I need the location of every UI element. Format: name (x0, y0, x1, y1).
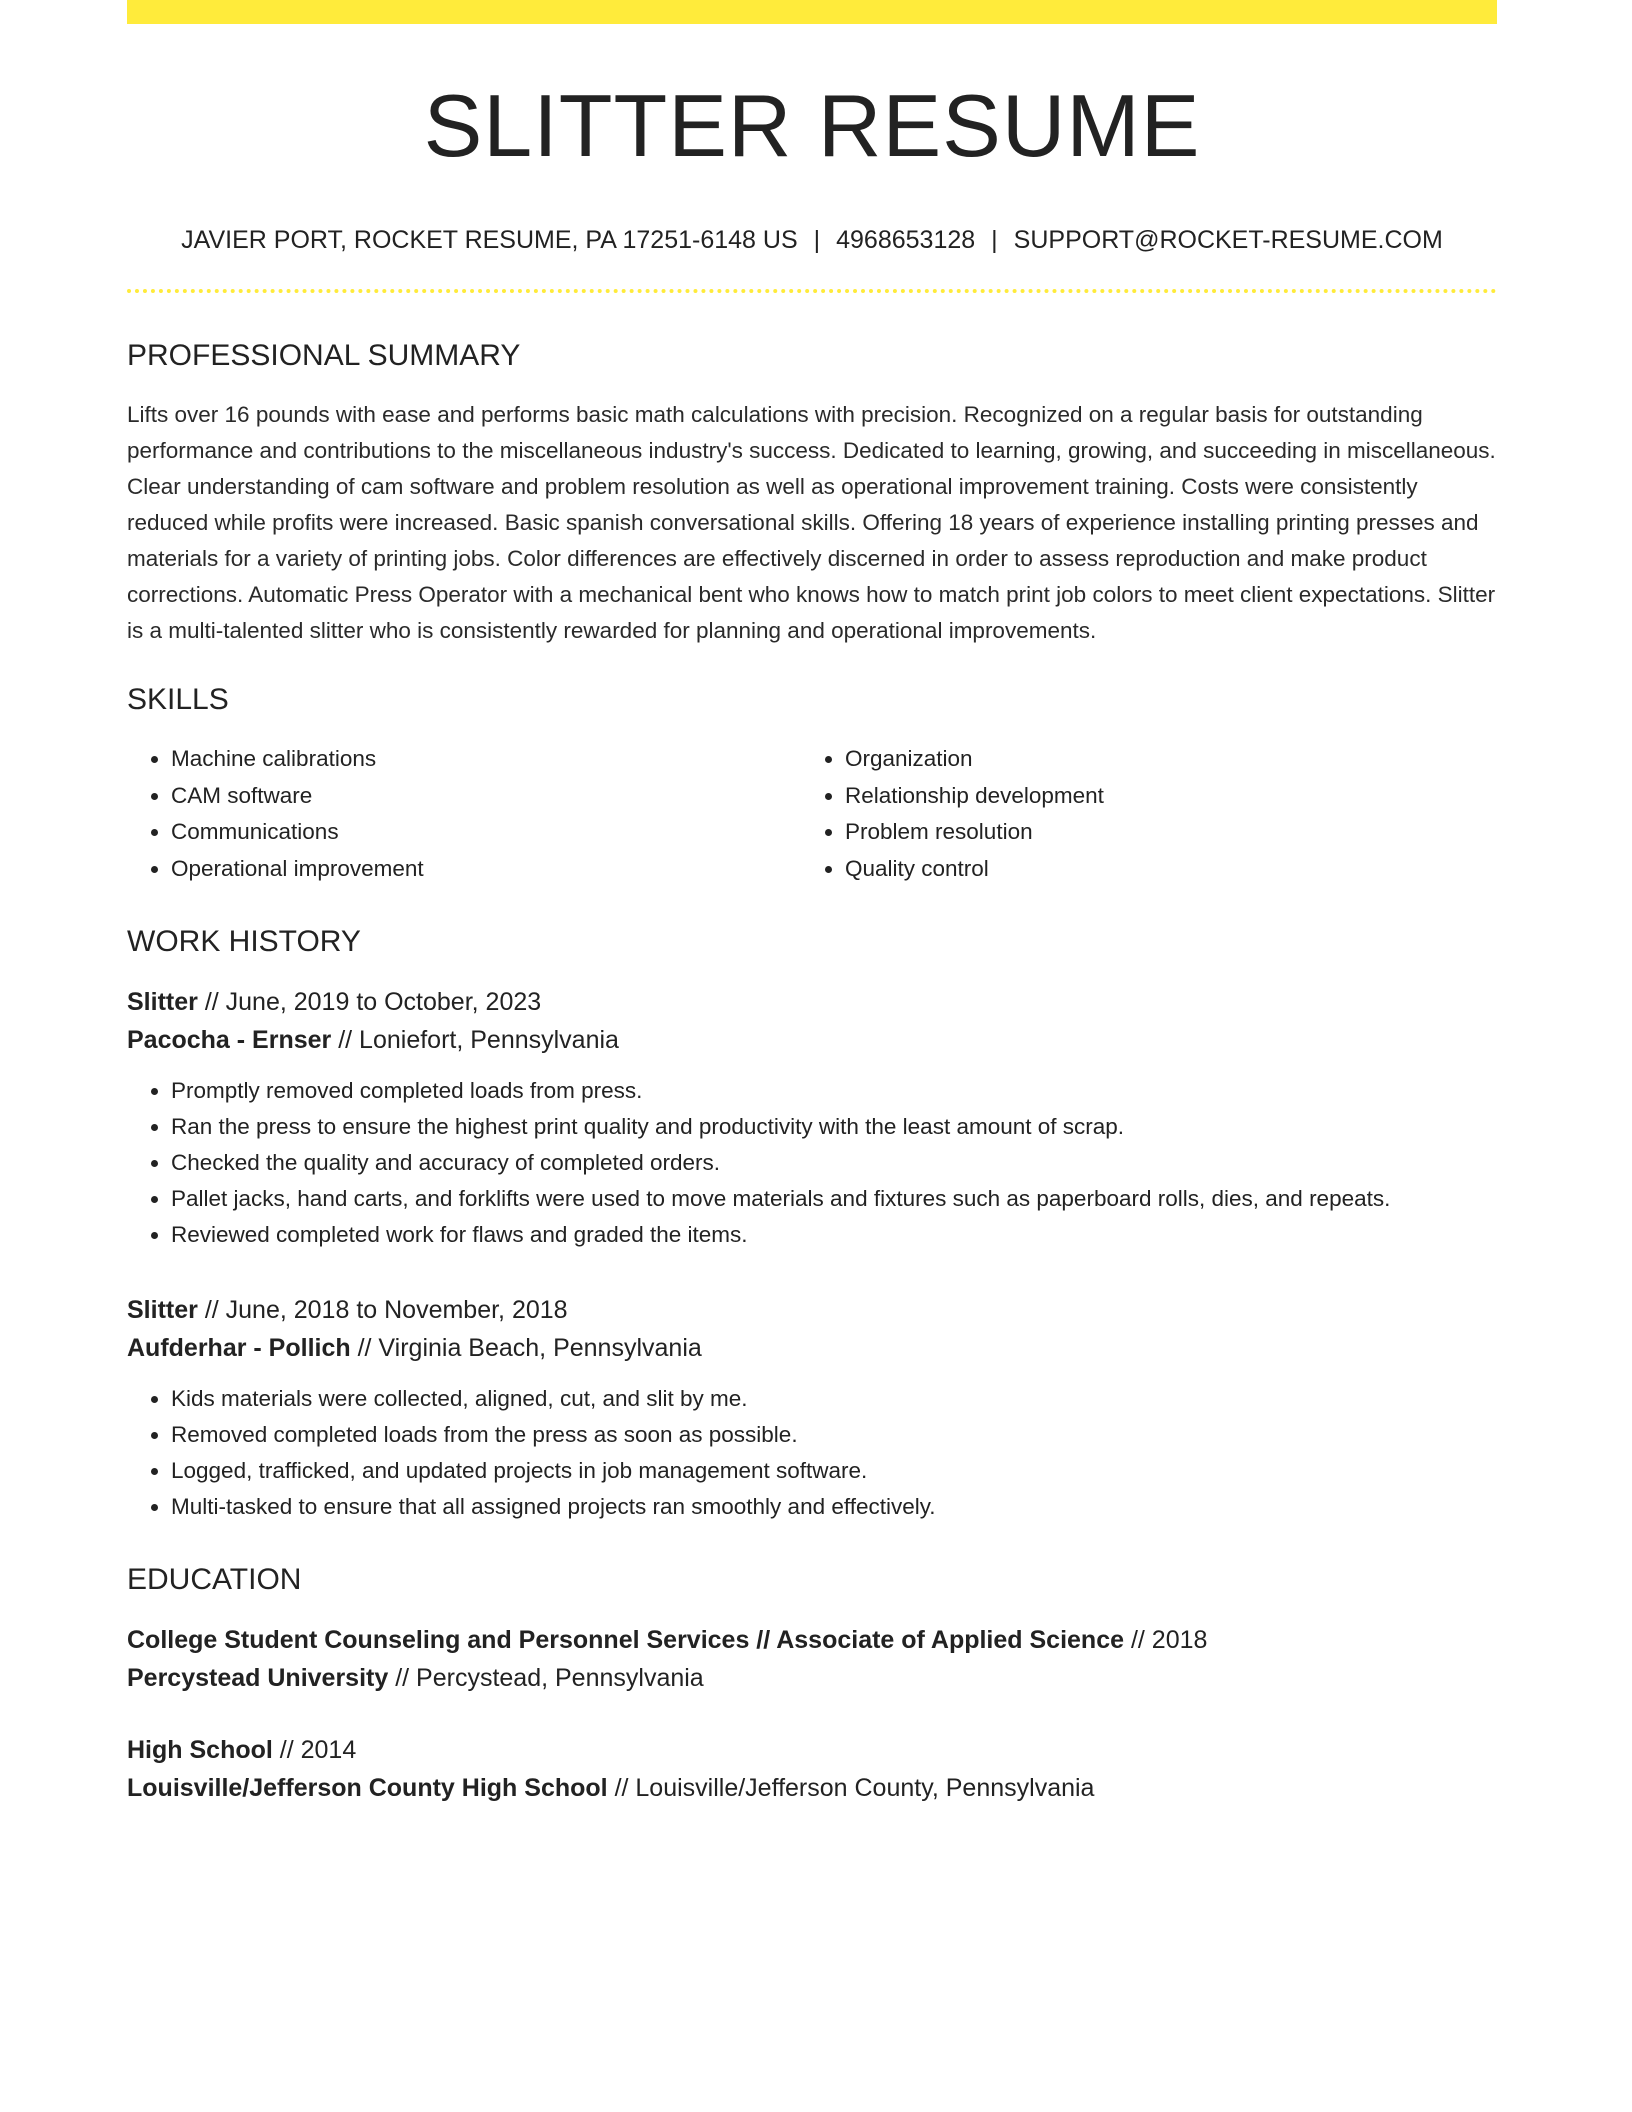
resume-page (127, 0, 1497, 1807)
education-location: // Louisville/Jefferson County, Pennsylvania (614, 1774, 1095, 1802)
job-company: Aufderhar - Pollich (127, 1334, 351, 1362)
skill-item: • Quality control (845, 851, 1497, 888)
job-location: // Virginia Beach, Pennsylvania (357, 1334, 702, 1362)
contact-separator: | (991, 226, 998, 254)
skills-heading: SKILLS (127, 683, 229, 716)
skill-item: • Operational improvement (171, 851, 801, 888)
education-school: Percystead University (127, 1664, 389, 1692)
education-year: // 2014 (279, 1736, 357, 1764)
contact-phone: 4968653128 (836, 226, 976, 254)
job-dates: // June, 2018 to November, 2018 (204, 1296, 568, 1324)
skill-item: • CAM software (171, 778, 801, 815)
education-location: // Percystead, Pennsylvania (395, 1664, 704, 1692)
job-duties (127, 1073, 1497, 1253)
job-role: Slitter (127, 988, 198, 1016)
duty-item: • Kids materials were collected, aligned, cut, and slit by me. (171, 1381, 1497, 1417)
job-duties (127, 1381, 1497, 1525)
job-location: // Loniefort, Pennsylvania (338, 1026, 619, 1054)
job-company: Pacocha - Ernser (127, 1026, 332, 1054)
duty-item: • Removed completed loads from the press as soon as possible. (171, 1417, 1497, 1453)
skill-item: • Communications (171, 814, 801, 851)
contact-email: SUPPORT@ROCKET-RESUME.COM (1013, 226, 1443, 254)
duty-item: • Reviewed completed work for flaws and graded the items. (171, 1217, 1497, 1253)
education-entry (127, 1731, 1497, 1807)
skill-item: • Organization (845, 741, 1497, 778)
skills-list (127, 741, 1497, 887)
education-year: // 2018 (1130, 1626, 1208, 1654)
resume-title: SLITTER RESUME (423, 76, 1201, 175)
duty-item: • Checked the quality and accuracy of completed orders. (171, 1145, 1497, 1181)
skill-item: • Problem resolution (845, 814, 1497, 851)
job-company-line (127, 1329, 1497, 1367)
education-heading: EDUCATION (127, 1563, 302, 1596)
education-entry (127, 1621, 1497, 1697)
work-history-heading: WORK HISTORY (127, 925, 361, 958)
education-school-line (127, 1659, 1497, 1697)
duty-item: • Pallet jacks, hand carts, and forklifts were used to move materials and fixtures such as paperboard rolls, dies, and repeats. (171, 1181, 1497, 1217)
skills-column-left (127, 741, 801, 887)
job-title-line (127, 983, 1497, 1021)
skill-item: • Relationship development (845, 778, 1497, 815)
dotted-divider (127, 289, 1497, 293)
summary-text: Lifts over 16 pounds with ease and performs basic math calculations with precision. Recognized on a regular basis for outstanding performance and contributions to the miscellaneous industry's success. Dedicated to learning, growing, and succeeding in miscellaneous. Clear understanding of cam software and problem resolution as well as operational improvement training. Costs were consistently reduced while profits were increased. Basic spanish conversational skills. Offering 18 years of experience installing printing presses and materials for a variety of printing jobs. Color differences are effectively discerned in order to assess reproduction and make product corrections. Automatic Press Operator with a mechanical bent who knows how to match print job colors to meet client expectations. Slitter is a multi-talented slitter who is consistently rewarded for planning and operational improvements. (127, 402, 1496, 643)
education-degree-line (127, 1621, 1497, 1659)
education-school-line (127, 1769, 1497, 1807)
job-role: Slitter (127, 1296, 198, 1324)
contact-address: JAVIER PORT, ROCKET RESUME, PA 17251-6148 US (181, 226, 798, 254)
job-entry (127, 983, 1497, 1253)
contact-separator: | (813, 226, 821, 254)
summary-heading: PROFESSIONAL SUMMARY (127, 339, 521, 372)
skill-item: • Machine calibrations (171, 741, 801, 778)
education-school: Louisville/Jefferson County High School (127, 1774, 608, 1802)
contact-line (127, 228, 1497, 253)
duty-item: • Promptly removed completed loads from press. (171, 1073, 1497, 1109)
duty-item: • Ran the press to ensure the highest print quality and productivity with the least amount of scrap. (171, 1109, 1497, 1145)
education-degree-line (127, 1731, 1497, 1769)
job-company-line (127, 1021, 1497, 1059)
skills-column-right (801, 741, 1497, 887)
job-title-line (127, 1291, 1497, 1329)
job-entry (127, 1291, 1497, 1525)
duty-item: • Multi-tasked to ensure that all assigned projects ran smoothly and effectively. (171, 1489, 1497, 1525)
job-dates: // June, 2019 to October, 2023 (204, 988, 542, 1016)
duty-item: • Logged, trafficked, and updated projects in job management software. (171, 1453, 1497, 1489)
accent-top-bar (127, 0, 1497, 24)
education-degree: College Student Counseling and Personnel Services // Associate of Applied Science (127, 1626, 1125, 1654)
education-degree: High School (127, 1736, 273, 1764)
